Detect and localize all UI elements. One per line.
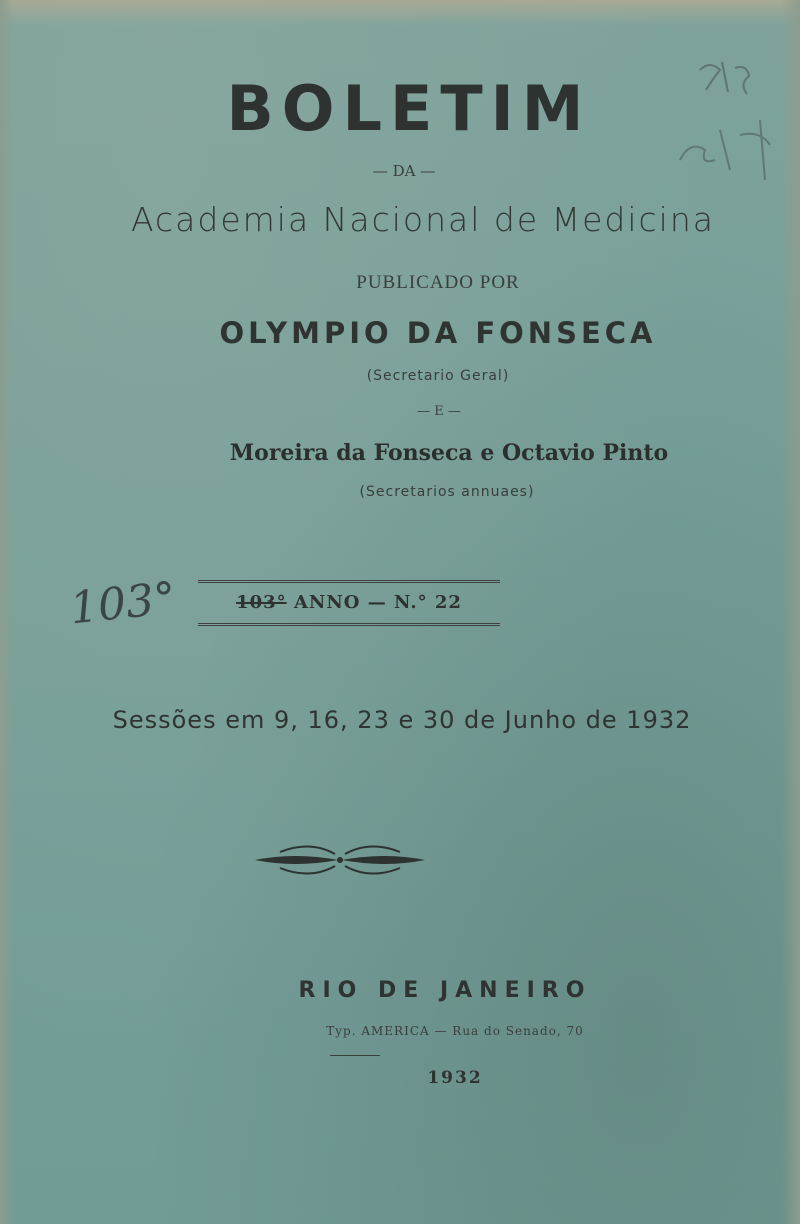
paper-edge-left <box>0 0 14 1224</box>
published-by-label: PUBLICADO POR <box>356 272 520 293</box>
anno-label: ANNO — N.° 22 <box>293 592 462 613</box>
divider <box>330 1055 380 1056</box>
anno-line <box>198 592 500 613</box>
institution-name: Academia Nacional de Medicina <box>131 200 715 239</box>
anno-struck-number: 103° <box>236 592 287 613</box>
cover-title: BOLETIM <box>226 72 592 145</box>
editor-role: (Secretario Geral) <box>366 368 510 384</box>
anno-box <box>198 580 500 626</box>
paper-edge-top <box>0 0 800 26</box>
handwritten-annotation: 103° <box>67 572 179 635</box>
editor-name: OLYMPIO DA FONSECA <box>219 316 657 350</box>
printer-line: Typ. AMERICA — Rua do Senado, 70 <box>326 1024 584 1038</box>
city-name: RIO DE JANEIRO <box>298 978 592 1003</box>
publication-year: 1932 <box>427 1068 483 1088</box>
sessions-line: Sessões em 9, 16, 23 e 30 de Junho de 1932 <box>112 706 692 734</box>
conjunction: — E — <box>417 404 461 419</box>
co-editors-role: (Secretarios annuaes) <box>359 484 535 500</box>
da-label: — DA — <box>372 162 436 180</box>
co-editors: Moreira da Fonseca e Octavio Pinto <box>229 440 669 466</box>
ornament-icon <box>250 840 430 880</box>
